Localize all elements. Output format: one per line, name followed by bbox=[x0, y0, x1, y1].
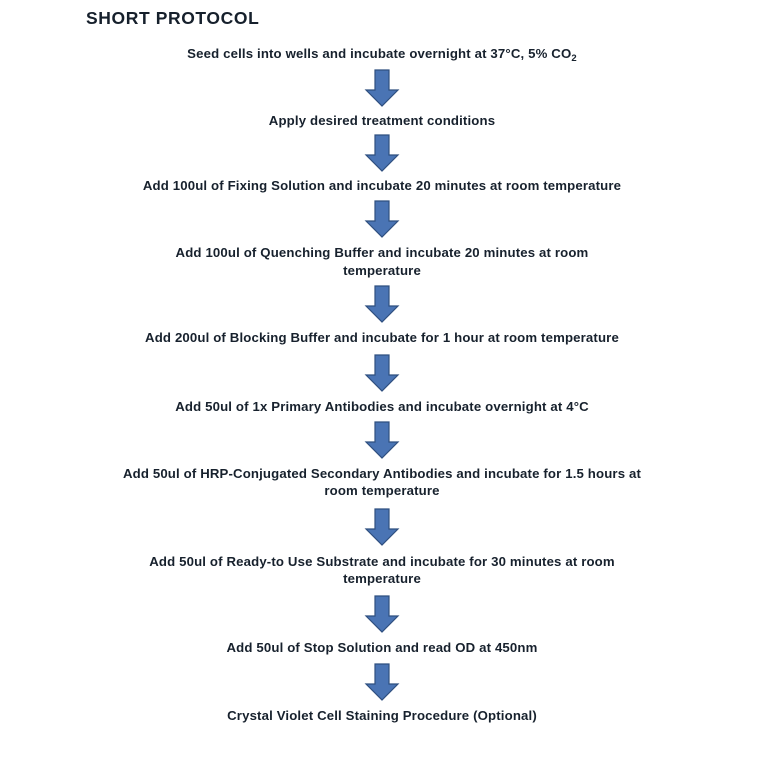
flow-arrow-9-wrap bbox=[362, 662, 402, 702]
down-arrow-icon bbox=[362, 68, 402, 108]
flow-step-9-label: Add 50ul of Stop Solution and read OD at 450nm bbox=[226, 639, 538, 655]
flow-step-5-label: Add 200ul of Blocking Buffer and incubate for 1 hour at room temperature bbox=[145, 330, 619, 346]
down-arrow-icon bbox=[362, 420, 402, 460]
flow-arrow-8-wrap bbox=[362, 594, 402, 634]
flow-arrow-7-wrap bbox=[362, 507, 402, 547]
down-arrow-icon bbox=[362, 133, 402, 173]
flow-step-7 bbox=[112, 465, 652, 500]
flow-step-2 bbox=[269, 112, 495, 129]
flow-container bbox=[28, 31, 736, 725]
flow-arrow-6-wrap bbox=[362, 420, 402, 460]
flow-arrow-3-wrap bbox=[362, 199, 402, 239]
flow-step-5 bbox=[145, 329, 619, 346]
flow-step-10-label: Crystal Violet Cell Staining Procedure (Optional) bbox=[227, 708, 537, 724]
flow-step-4-label: Add 100ul of Quenching Buffer and incubate 20 minutes at room temperature bbox=[175, 245, 589, 278]
flow-step-6-label: Add 50ul of 1x Primary Antibodies and incubate overnight at 4°C bbox=[175, 398, 589, 414]
down-arrow-icon bbox=[362, 594, 402, 634]
flow-arrow-1-wrap bbox=[362, 68, 402, 108]
flow-step-7-label: Add 50ul of HRP-Conjugated Secondary Antibodies and incubate for 1.5 hours at room temperature bbox=[122, 466, 642, 499]
flow-step-9 bbox=[227, 639, 538, 656]
down-arrow-icon bbox=[362, 662, 402, 702]
flow-step-4 bbox=[142, 244, 622, 279]
flow-step-1 bbox=[187, 45, 577, 63]
flow-step-8 bbox=[112, 553, 652, 588]
flow-step-3 bbox=[143, 177, 621, 194]
flow-arrow-4-wrap bbox=[362, 284, 402, 324]
flow-step-8-label: Add 50ul of Ready-to Use Substrate and incubate for 30 minutes at room temperature bbox=[149, 553, 615, 587]
flow-arrow-5-wrap bbox=[362, 353, 402, 393]
flow-arrow-2-wrap bbox=[362, 133, 402, 173]
flow-step-10 bbox=[227, 707, 537, 724]
flow-step-6 bbox=[175, 398, 589, 415]
flow-step-3-label: Add 100ul of Fixing Solution and incubate 20 minutes at room temperature bbox=[142, 177, 622, 193]
down-arrow-icon bbox=[362, 199, 402, 239]
down-arrow-icon bbox=[362, 284, 402, 324]
flow-step-1-subscript: 2 bbox=[571, 53, 577, 64]
flow-step-2-label: Apply desired treatment conditions bbox=[268, 112, 496, 128]
down-arrow-icon bbox=[362, 353, 402, 393]
down-arrow-icon bbox=[362, 507, 402, 547]
flow-step-1-label: Seed cells into wells and incubate overnight at 37°C, 5% CO bbox=[187, 46, 572, 61]
page-title: SHORT PROTOCOL bbox=[86, 8, 260, 28]
